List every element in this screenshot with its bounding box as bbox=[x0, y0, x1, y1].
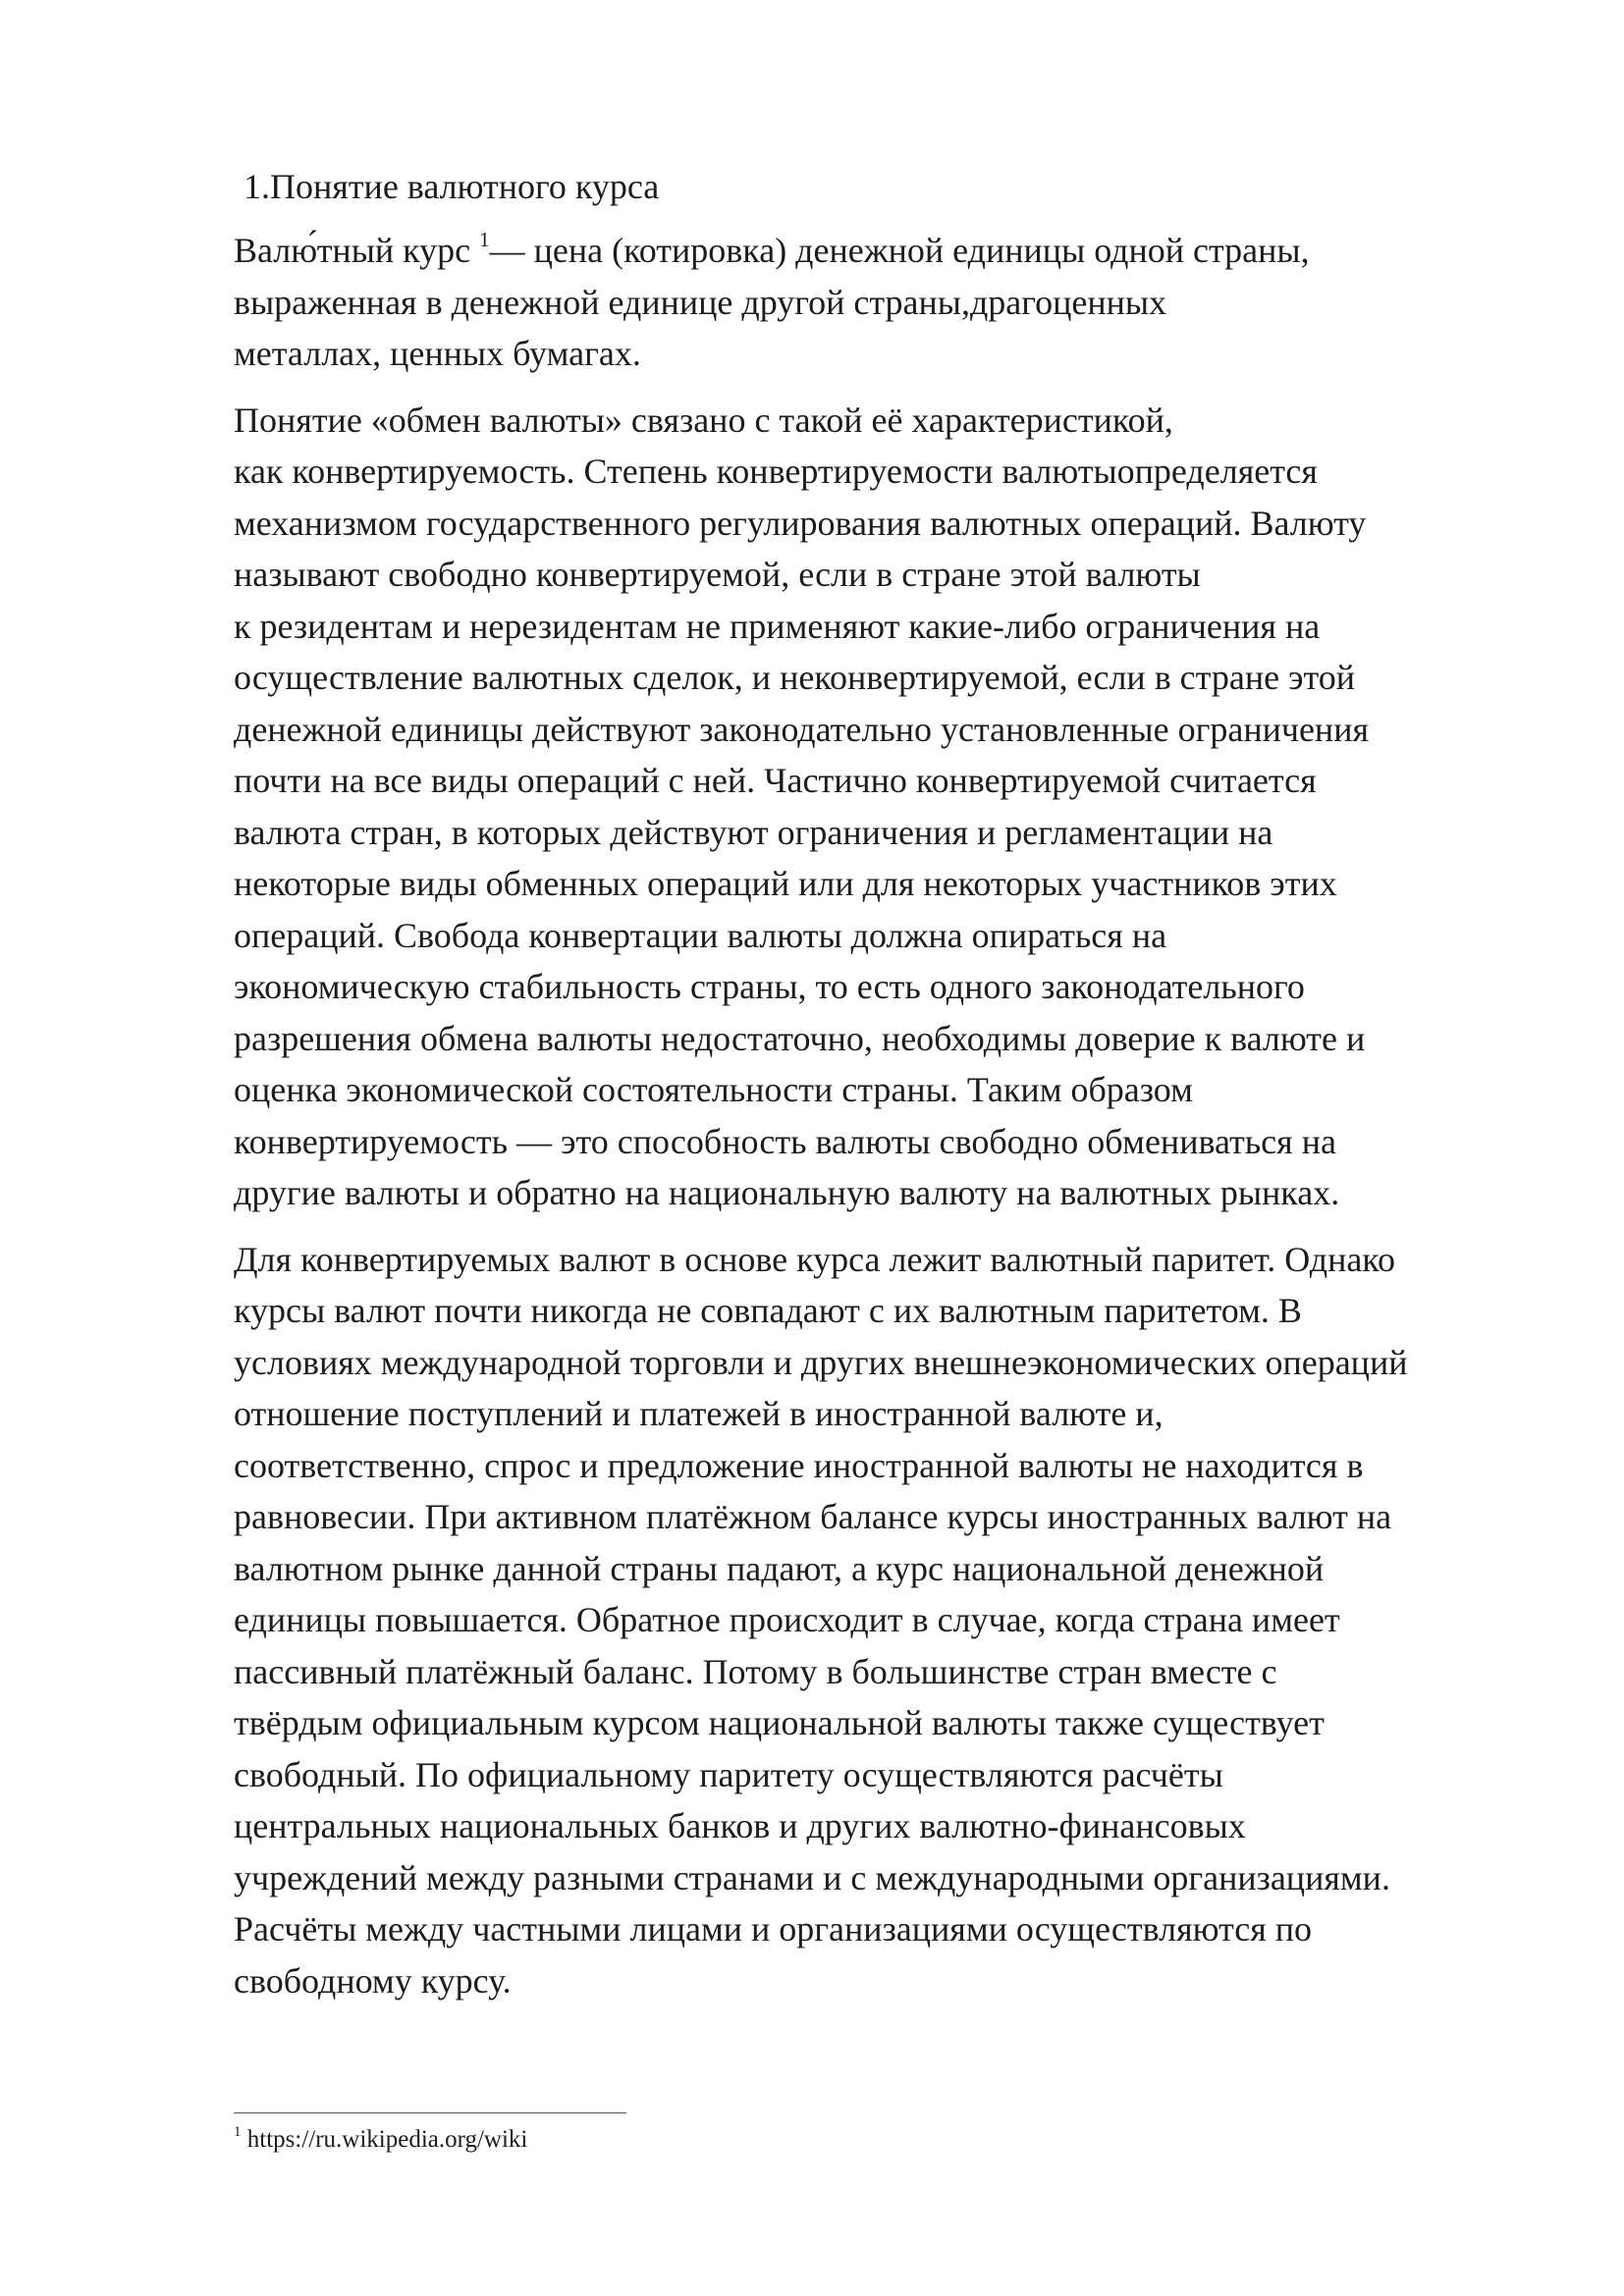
para3-line-5: соответственно, спрос и предложение иностранной валюты не находится в bbox=[234, 1446, 1364, 1485]
para3-line-15: свободному курсу. bbox=[234, 1961, 512, 2001]
footnote-mark: 1 bbox=[234, 2124, 242, 2140]
para3-line-11: свободный. По официальному паритету осуществляются расчёты bbox=[234, 1755, 1223, 1794]
para2-line-12: экономическую стабильность страны, то есть одного законодательного bbox=[234, 967, 1305, 1006]
para1-line-2: выраженная в денежной единице другой страны,драгоценных bbox=[234, 283, 1167, 322]
para3-line-1: Для конвертируемых валют в основе курса лежит валютный паритет. Однако bbox=[234, 1240, 1395, 1279]
para2-line-1: Понятие «обмен валюты» связано с такой её характеристикой, bbox=[234, 400, 1173, 440]
para3-line-10: твёрдым официальным курсом национальной валюты также существует bbox=[234, 1703, 1325, 1742]
footnote-reference[interactable]: 1 bbox=[479, 228, 490, 251]
para1-line-3: металлах, ценных бумагах. bbox=[234, 334, 641, 373]
para3-line-4: отношение поступлений и платежей в иностранной валюте и, bbox=[234, 1394, 1164, 1433]
para2-line-2: как конвертируемость. Степень конвертируемости валютыопределяется bbox=[234, 452, 1318, 491]
para2-line-13: разрешения обмена валюты недостаточно, необходимы доверие к валюте и bbox=[234, 1019, 1366, 1058]
para2-line-14: оценка экономической состоятельности страны. Таким образом bbox=[234, 1070, 1193, 1109]
para2-line-4: называют свободно конвертируемой, если в стране этой валюты bbox=[234, 555, 1201, 594]
para2-line-16: другие валюты и обратно на национальную валюту на валютных рынках. bbox=[234, 1173, 1340, 1212]
para3-line-7: валютном рынке данной страны падают, а курс национальной денежной bbox=[234, 1549, 1325, 1588]
para2-line-5: к резидентам и нерезидентам не применяют какие-либо ограничения на bbox=[234, 607, 1321, 646]
para2-line-6: осуществление валютных сделок, и неконвертируемой, если в стране этой bbox=[234, 658, 1356, 697]
para3-line-3: условиях международной торговли и других внешнеэкономических операций bbox=[234, 1343, 1408, 1382]
section-heading: 1.Понятие валютного курса bbox=[244, 167, 660, 206]
para3-line-9: пассивный платёжный баланс. Потому в большинстве стран вместе с bbox=[234, 1652, 1277, 1691]
para1-text-b: — цена (котировка) денежной единицы одной страны, bbox=[489, 231, 1310, 270]
footnote-link[interactable]: https://ru.wikipedia.org/wiki bbox=[241, 2126, 528, 2153]
para3-line-8: единицы повышается. Обратное происходит в случае, когда страна имеет bbox=[234, 1600, 1340, 1639]
para2-line-15: конвертируемость — это способность валюты свободно обмениваться на bbox=[234, 1122, 1336, 1161]
para2-line-10: некоторые виды обменных операций или для некоторых участников этих bbox=[234, 864, 1337, 903]
para3-line-13: учреждений между разными странами и с международными организациями. bbox=[234, 1858, 1390, 1897]
para2-line-8: почти на все виды операций с ней. Частично конвертируемой считается bbox=[234, 761, 1317, 800]
para3-line-14: Расчёты между частными лицами и организациями осуществляются по bbox=[234, 1909, 1313, 1949]
para1-line-1 bbox=[234, 229, 1310, 272]
footnote-separator bbox=[234, 2112, 626, 2113]
para3-line-6: равновесии. При активном платёжном балансе курсы иностранных валют на bbox=[234, 1497, 1392, 1536]
para2-line-9: валюта стран, в которых действуют ограничения и регламентации на bbox=[234, 813, 1273, 852]
para2-line-3: механизмом государственного регулирования валютных операций. Валюту bbox=[234, 504, 1367, 543]
para3-line-12: центральных национальных банков и других валютно-финансовых bbox=[234, 1806, 1246, 1845]
para2-line-7: денежной единицы действуют законодательно установленные ограничения bbox=[234, 710, 1370, 749]
para1-text-a: Валю́тный курс bbox=[234, 231, 480, 270]
para3-line-2: курсы валют почти никогда не совпадают с их валютным паритетом. В bbox=[234, 1291, 1302, 1330]
footnote bbox=[234, 2123, 527, 2157]
para2-line-11: операций. Свобода конвертации валюты должна опираться на bbox=[234, 916, 1167, 955]
